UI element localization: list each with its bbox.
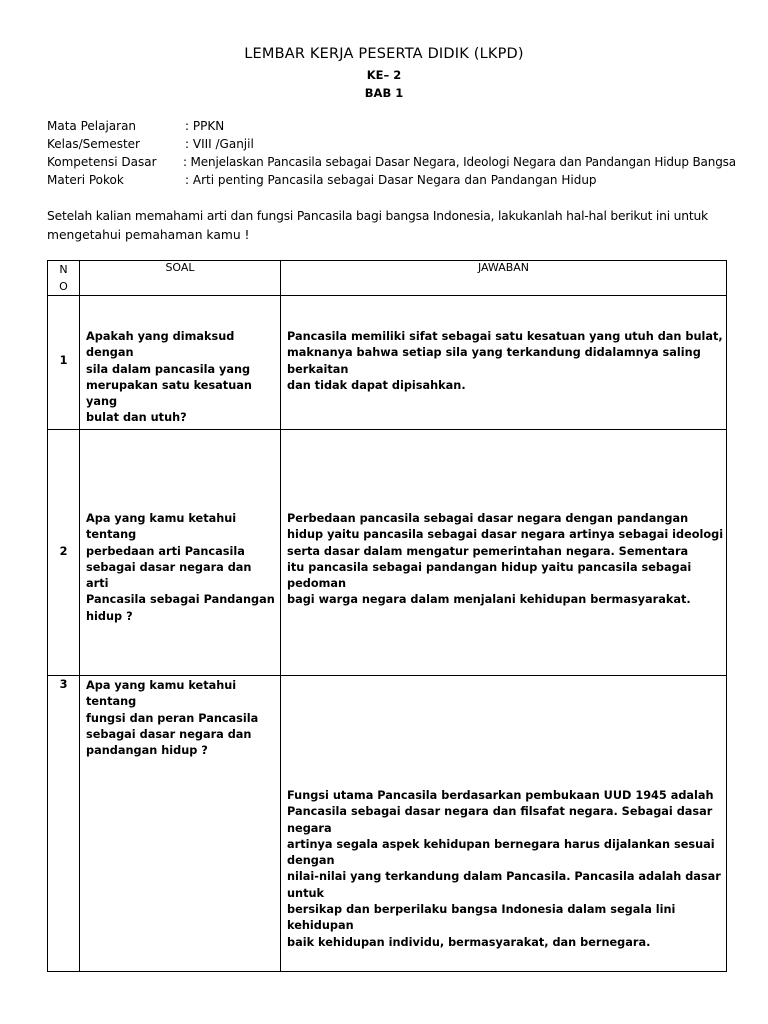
row-number: 1 xyxy=(59,354,68,367)
chapter-label: BAB 1 xyxy=(364,86,404,100)
answer-line: itu pancasila sebagai pandangan hidup yaitu pancasila sebagai pedoman xyxy=(287,560,692,591)
question-cell xyxy=(80,430,281,676)
answer-line: hidup yaitu pancasila sebagai dasar negara artinya sebagai ideologi xyxy=(287,528,724,542)
row-number-cell xyxy=(48,296,80,430)
meeting-number: KE– 2 xyxy=(366,68,402,82)
intro-line-1: Setelah kalian memahami arti dan fungsi Pancasila bagi bangsa Indonesia, lakukanlah hal-hal berikut ini untuk xyxy=(47,209,708,223)
answer-line: Fungsi utama Pancasila berdasarkan pembukaan UUD 1945 adalah xyxy=(287,789,714,802)
answer-line: dan tidak dapat dipisahkan. xyxy=(287,378,466,392)
question-cell xyxy=(80,296,281,430)
question-line: hidup ? xyxy=(86,609,133,623)
answer-cell xyxy=(281,676,727,972)
meta-class-value: : VIII /Ganjil xyxy=(185,137,254,151)
meta-competency-value: : Menjelaskan Pancasila sebagai Dasar Negara, Ideologi Negara dan Pandangan Hidup Bangsa xyxy=(183,155,736,169)
question-line: Apa yang kamu ketahui tentang xyxy=(86,679,237,709)
intro-text xyxy=(47,207,737,244)
question-line: Apa yang kamu ketahui tentang xyxy=(86,512,237,542)
question-line: sebagai dasar negara dan arti xyxy=(86,560,252,591)
question-text xyxy=(86,678,276,759)
meta-subject-value: : PPKN xyxy=(185,119,225,133)
column-header-no xyxy=(48,261,80,296)
answer-line: maknanya bahwa setiap sila yang terkandung didalamnya saling berkaitan xyxy=(287,346,701,376)
question-line: merupakan satu kesatuan yang xyxy=(86,378,252,409)
table-row xyxy=(48,430,727,676)
table-header-row xyxy=(48,261,727,296)
column-header-no-line-2: O xyxy=(59,280,68,293)
answer-cell xyxy=(281,430,727,676)
column-header-jawaban: JAWABAN xyxy=(281,261,727,296)
intro-line-2: mengetahui pemahaman kamu ! xyxy=(47,227,250,242)
question-cell xyxy=(80,676,281,972)
answer-line: nilai-nilai yang terkandung dalam Pancasila. Pancasila adalah dasar untuk xyxy=(287,870,721,900)
question-text xyxy=(86,329,276,427)
table-row xyxy=(48,676,727,972)
column-header-soal: SOAL xyxy=(80,261,281,296)
answer-text xyxy=(287,511,727,609)
answer-text xyxy=(287,788,727,951)
question-line: bulat dan utuh? xyxy=(86,411,187,425)
worksheet-title: LEMBAR KERJA PESERTA DIDIK (LKPD) xyxy=(244,46,524,62)
worksheet-table xyxy=(47,260,727,972)
row-number: 3 xyxy=(59,678,68,691)
question-text xyxy=(86,511,276,625)
question-line: fungsi dan peran Pancasila xyxy=(86,711,259,725)
meta-competency-label: Kompetensi Dasar xyxy=(47,155,157,169)
answer-line: Pancasila memiliki sifat sebagai satu kesatuan yang utuh dan bulat, xyxy=(287,330,723,343)
answer-text xyxy=(287,329,727,394)
row-number: 2 xyxy=(59,545,68,558)
answer-line: bersikap dan berperilaku bangsa Indonesia dalam segala lini kehidupan xyxy=(287,903,676,933)
row-number-cell xyxy=(48,430,80,676)
question-line: Pancasila sebagai Pandangan xyxy=(86,593,275,607)
meta-topic-label: Materi Pokok xyxy=(47,173,124,187)
question-line: Apakah yang dimaksud dengan xyxy=(86,330,235,360)
answer-line: Perbedaan pancasila sebagai dasar negara dengan pandangan xyxy=(287,512,689,525)
answer-line: bagi warga negara dalam menjalani kehidupan bermasyarakat. xyxy=(287,593,691,607)
question-line: sebagai dasar negara dan xyxy=(86,727,252,741)
question-line: pandangan hidup ? xyxy=(86,744,208,758)
answer-line: serta dasar dalam mengatur pemerintahan negara. Sementara xyxy=(287,544,689,558)
answer-line: artinya segala aspek kehidupan bernegara harus dijalankan sesuai dengan xyxy=(287,837,715,868)
table-row xyxy=(48,296,727,430)
question-line: perbedaan arti Pancasila xyxy=(86,544,245,558)
meta-topic-value: : Arti penting Pancasila sebagai Dasar Negara dan Pandangan Hidup xyxy=(185,173,597,187)
column-header-no-line-1: N xyxy=(59,263,68,276)
meta-class-label: Kelas/Semester xyxy=(47,137,140,151)
meta-subject-label: Mata Pelajaran xyxy=(47,119,137,133)
question-line: sila dalam pancasila yang xyxy=(86,362,251,376)
answer-cell xyxy=(281,296,727,430)
answer-line: baik kehidupan individu, bermasyarakat, dan bernegara. xyxy=(287,935,651,949)
answer-line: Pancasila sebagai dasar negara dan filsafat negara. Sebagai dasar negara xyxy=(287,805,713,835)
row-number-cell xyxy=(48,676,80,972)
